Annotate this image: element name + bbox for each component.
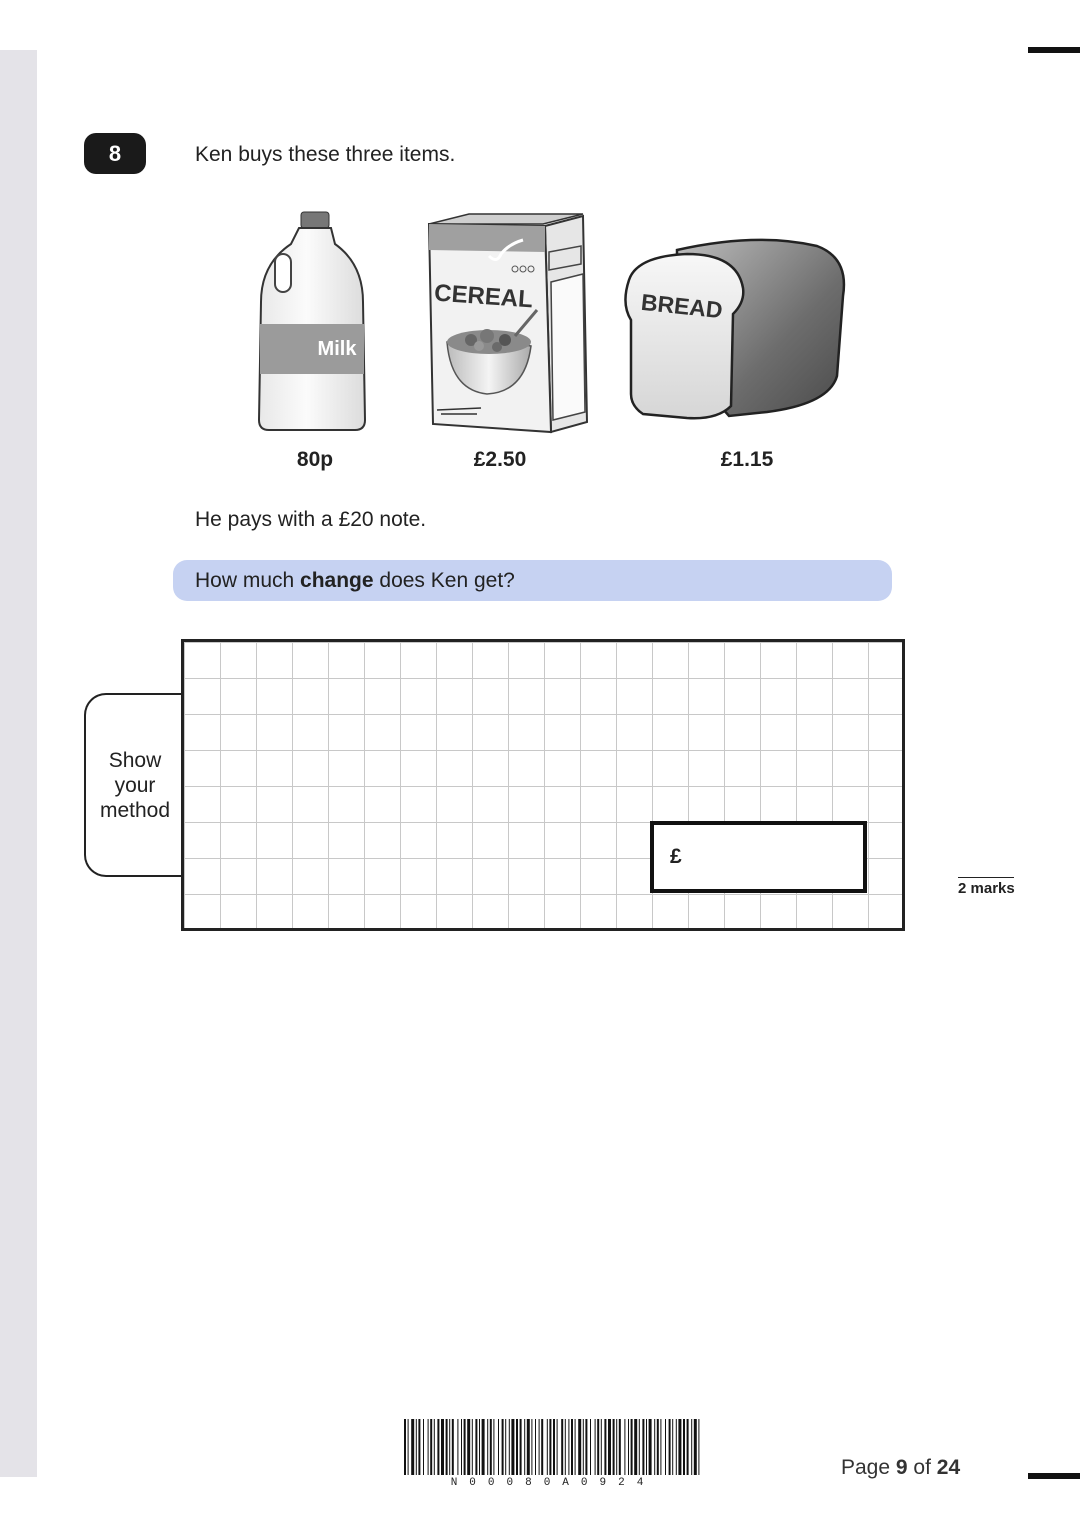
barcode-bar — [698, 1419, 699, 1475]
barcode-bar — [604, 1419, 606, 1475]
barcode-bar — [479, 1419, 480, 1475]
question-prompt — [173, 560, 892, 601]
barcode-bar — [619, 1419, 621, 1475]
page-number — [841, 1456, 960, 1480]
corner-mark-top — [1028, 47, 1080, 53]
barcode-bar — [452, 1419, 454, 1475]
barcode-bar — [691, 1419, 692, 1475]
cereal-box-image — [427, 212, 589, 436]
barcode-bar — [676, 1419, 677, 1475]
barcode-image — [404, 1419, 702, 1487]
barcode-bar — [583, 1419, 584, 1475]
page-label-pre: Page — [841, 1456, 896, 1479]
barcode-bar — [509, 1419, 510, 1475]
svg-text:N00080A0924: N00080A0924 — [450, 1477, 656, 1487]
barcode-bar — [493, 1419, 494, 1475]
barcode-bar — [411, 1419, 414, 1475]
show-method-label: Show your method — [99, 748, 171, 822]
barcode-bar — [672, 1419, 673, 1475]
barcode-bar — [467, 1419, 470, 1475]
barcode-bar — [694, 1419, 697, 1475]
barcode-bar — [678, 1419, 681, 1475]
barcode-bar — [631, 1419, 633, 1475]
prompt-text-pre: How much — [195, 568, 301, 592]
barcode-bar — [505, 1419, 506, 1475]
question-intro: Ken buys these three items. — [195, 143, 456, 166]
barcode-text — [451, 1477, 656, 1487]
barcode-bar — [549, 1419, 551, 1475]
page-margin-strip — [0, 50, 37, 1477]
barcode-bar — [457, 1419, 458, 1475]
barcode-bar — [461, 1419, 462, 1475]
barcode-bar — [502, 1419, 504, 1475]
barcode-bar — [487, 1419, 488, 1475]
svg-text:Milk: Milk — [317, 338, 357, 360]
barcode-bar — [657, 1419, 659, 1475]
barcode-bar — [646, 1419, 647, 1475]
barcode-bar — [441, 1419, 444, 1475]
barcode-bar — [634, 1419, 637, 1475]
barcode-bar — [601, 1419, 602, 1475]
barcode-bar — [624, 1419, 625, 1475]
marks-text: 2 marks — [958, 880, 1015, 897]
payment-text: He pays with a £20 note. — [195, 508, 427, 531]
answer-box[interactable] — [650, 821, 867, 893]
marks-label — [958, 877, 1015, 897]
barcode-bar — [628, 1419, 629, 1475]
barcode-bar — [613, 1419, 615, 1475]
barcode-bar — [654, 1419, 655, 1475]
barcode-bar — [531, 1419, 532, 1475]
milk-price: 80p — [296, 448, 334, 471]
bread-loaf-image — [617, 236, 847, 422]
svg-text:CEREAL: CEREAL — [433, 279, 534, 314]
barcode-bar — [524, 1419, 525, 1475]
barcode-bar — [660, 1419, 661, 1475]
barcode-bar — [665, 1419, 666, 1475]
page-label-mid: of — [907, 1456, 937, 1479]
page-current: 9 — [895, 1456, 908, 1479]
barcode-bar — [527, 1419, 530, 1475]
barcode-bar — [578, 1419, 581, 1475]
barcode-bar — [408, 1419, 409, 1475]
barcode-bar — [590, 1419, 591, 1475]
barcode-bar — [616, 1419, 617, 1475]
barcode-bar — [511, 1419, 514, 1475]
barcode-bar — [575, 1419, 576, 1475]
barcode-bar — [608, 1419, 611, 1475]
barcode-bar — [561, 1419, 563, 1475]
show-method-tab — [84, 693, 184, 877]
barcode-bar — [683, 1419, 685, 1475]
barcode-bar — [475, 1419, 477, 1475]
barcode-bar — [446, 1419, 448, 1475]
barcode-bar — [535, 1419, 536, 1475]
barcode-bar — [597, 1419, 599, 1475]
bread-price: £1.15 — [720, 448, 774, 471]
barcode-bar — [568, 1419, 569, 1475]
barcode-bar — [490, 1419, 492, 1475]
page-total: 24 — [936, 1456, 961, 1479]
barcode-bar — [557, 1419, 558, 1475]
barcode-bar — [516, 1419, 518, 1475]
barcode-bar — [541, 1419, 543, 1475]
barcode-bar — [639, 1419, 640, 1475]
cereal-price: £2.50 — [473, 448, 527, 471]
barcode-bar — [482, 1419, 485, 1475]
barcode-bar — [669, 1419, 671, 1475]
barcode-bar — [649, 1419, 652, 1475]
barcode-bar — [464, 1419, 466, 1475]
prompt-text-bold: change — [300, 568, 374, 592]
barcode-bar — [416, 1419, 417, 1475]
barcode-bar — [434, 1419, 435, 1475]
milk-bottle-image — [255, 210, 370, 435]
barcode-bar — [571, 1419, 573, 1475]
barcode-bar — [423, 1419, 424, 1475]
barcode-bar — [404, 1419, 406, 1475]
barcode-bar — [520, 1419, 522, 1475]
milk-label-text — [318, 338, 358, 360]
barcode-bar — [430, 1419, 432, 1475]
prompt-text-post: does Ken get? — [373, 568, 515, 592]
barcode-bar — [428, 1419, 429, 1475]
barcode-bar — [437, 1419, 439, 1475]
barcode-bar — [498, 1419, 499, 1475]
barcode-bar — [418, 1419, 420, 1475]
barcode-bar — [449, 1419, 450, 1475]
marks-line — [958, 877, 1014, 878]
barcode-bar — [585, 1419, 587, 1475]
barcode-bar — [539, 1419, 540, 1475]
svg-text:BREAD: BREAD — [639, 288, 724, 324]
barcode-bar — [547, 1419, 548, 1475]
answer-currency-symbol: £ — [670, 845, 682, 868]
barcode-bar — [687, 1419, 689, 1475]
barcode-bar — [595, 1419, 596, 1475]
barcode-bar — [472, 1419, 473, 1475]
barcode-bar — [553, 1419, 555, 1475]
question-number: 8 — [84, 133, 146, 174]
corner-mark-bottom — [1028, 1473, 1080, 1479]
barcode-bar — [642, 1419, 644, 1475]
barcode-bar — [565, 1419, 566, 1475]
